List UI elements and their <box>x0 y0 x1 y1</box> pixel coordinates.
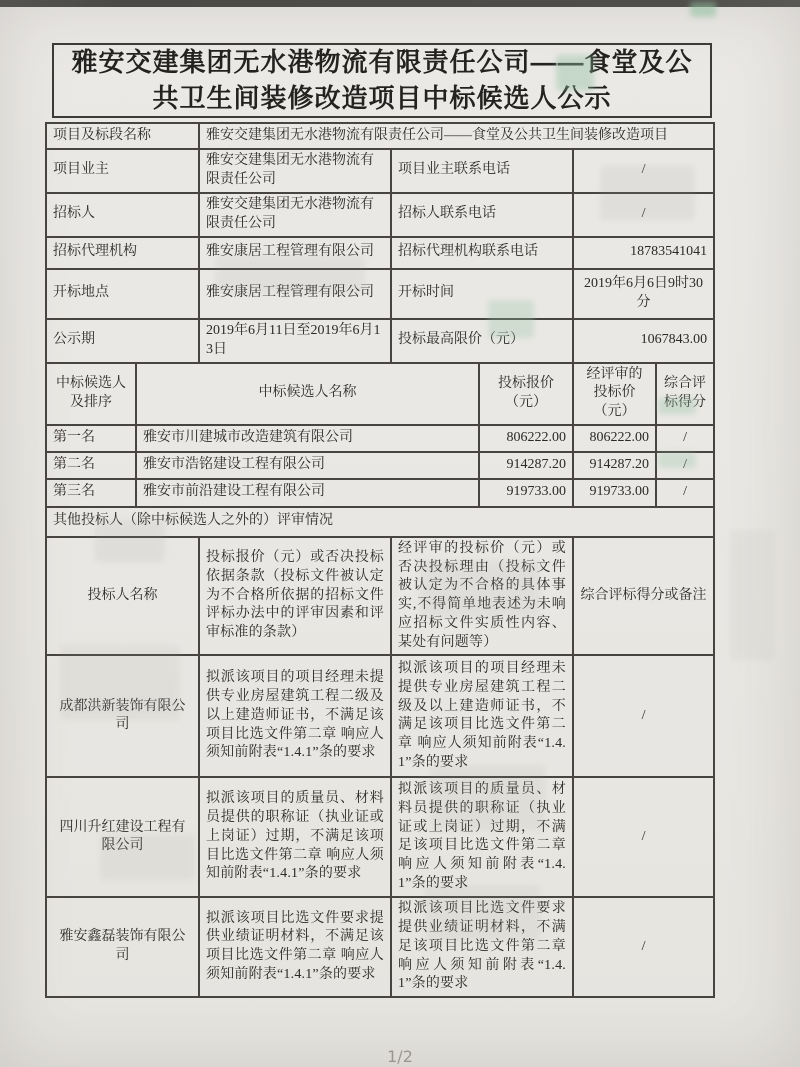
other-bidders-section-title: 其他投标人（除中标候选人之外的）评审情况 <box>46 507 714 537</box>
other-bidder-name: 雅安鑫磊装饰有限公司 <box>46 897 199 997</box>
candidate-row <box>46 452 714 479</box>
agency-phone-value: 18783541041 <box>573 237 714 269</box>
candidate-name: 雅安市川建城市改造建筑有限公司 <box>136 425 479 452</box>
tenderer-label: 招标人 <box>46 193 199 237</box>
owner-label: 项目业主 <box>46 149 199 193</box>
other-bidder-row <box>46 897 714 997</box>
tenderer-value: 雅安交建集团无水港物流有限责任公司 <box>199 193 391 237</box>
other-bidder-rejection-reason: 拟派该项目的质量员、材料员提供的职称证（执业证或上岗证）过期，不满足该项目比选文件第二章 响应人须知前附表“1.4.1”条的要求 <box>391 777 573 897</box>
page-title <box>52 43 712 118</box>
table-row <box>46 319 714 363</box>
candidate-evaluated: 806222.00 <box>573 425 656 452</box>
table-row <box>46 123 714 149</box>
other-bidder-rejection-clause: 拟派该项目的项目经理未提供专业房屋建筑工程二级及以上建造师证书，不满足该项目比选文件第二章 响应人须知前附表“1.4.1”条的要求 <box>199 655 391 777</box>
owner-value: 雅安交建集团无水港物流有限责任公司 <box>199 149 391 193</box>
candidate-row <box>46 479 714 507</box>
candidate-evaluated: 914287.20 <box>573 452 656 479</box>
others-name-header: 投标人名称 <box>46 537 199 656</box>
tenderer-phone-label: 招标人联系电话 <box>391 193 573 237</box>
others-bid-clause-header: 投标报价（元）或否决投标依据条款（投标文件被认定为不合格所依据的招标文件评标办法中的评审因素和评审标准的条款） <box>199 537 391 656</box>
table-row <box>46 149 714 193</box>
bid-announcement-table <box>45 122 715 998</box>
scan-edge-artifact <box>0 0 800 7</box>
opening-time-value: 2019年6月6日9时30分 <box>573 269 714 319</box>
candidate-score: / <box>656 479 714 507</box>
table-row <box>46 237 714 269</box>
max-price-label: 投标最高限价（元） <box>391 319 573 363</box>
other-bidder-row <box>46 777 714 897</box>
opening-place-value: 雅安康居工程管理有限公司 <box>199 269 391 319</box>
opening-place-label: 开标地点 <box>46 269 199 319</box>
other-bidder-rejection-reason: 拟派该项目比选文件要求提供业绩证明材料，不满足该项目比选文件第二章 响应人须知前附表“1.4.1”条的要求 <box>391 897 573 997</box>
owner-phone-label: 项目业主联系电话 <box>391 149 573 193</box>
candidate-score: / <box>656 425 714 452</box>
candidate-bid: 919733.00 <box>479 479 573 507</box>
other-bidder-score: / <box>573 777 714 897</box>
candidates-bid-header: 投标报价（元） <box>479 363 573 425</box>
table-row <box>46 269 714 319</box>
candidates-evaluated-header: 经评审的投标价（元） <box>573 363 656 425</box>
candidate-row <box>46 425 714 452</box>
candidate-rank: 第三名 <box>46 479 136 507</box>
table-row <box>46 537 714 656</box>
project-section-value: 雅安交建集团无水港物流有限责任公司——食堂及公共卫生间装修改造项目 <box>199 123 714 149</box>
others-evaluated-reason-header: 经评审的投标价（元）或否决投标理由（投标文件被认定为不合格的具体事实,不得简单地表述为未响应招标文件实质性内容、某处有问题等） <box>391 537 573 656</box>
candidate-bid: 914287.20 <box>479 452 573 479</box>
other-bidder-name: 四川升红建设工程有限公司 <box>46 777 199 897</box>
candidate-bid: 806222.00 <box>479 425 573 452</box>
other-bidder-rejection-reason: 拟派该项目的项目经理未提供专业房屋建筑工程二级及以上建造师证书，不满足该项目比选文件第二章 响应人须知前附表“1.4.1”条的要求 <box>391 655 573 777</box>
agency-value: 雅安康居工程管理有限公司 <box>199 237 391 269</box>
other-bidder-rejection-clause: 拟派该项目比选文件要求提供业绩证明材料，不满足该项目比选文件第二章 响应人须知前附表“1.4.1”条的要求 <box>199 897 391 997</box>
candidate-name: 雅安市浩铭建设工程有限公司 <box>136 452 479 479</box>
publicity-period-label: 公示期 <box>46 319 199 363</box>
publicity-period-value: 2019年6月11日至2019年6月13日 <box>199 319 391 363</box>
table-row <box>46 507 714 537</box>
candidate-rank: 第二名 <box>46 452 136 479</box>
other-bidder-score: / <box>573 655 714 777</box>
candidate-score: / <box>656 452 714 479</box>
agency-label: 招标代理机构 <box>46 237 199 269</box>
candidates-score-header: 综合评标得分 <box>656 363 714 425</box>
candidate-evaluated: 919733.00 <box>573 479 656 507</box>
opening-time-label: 开标时间 <box>391 269 573 319</box>
project-section-label: 项目及标段名称 <box>46 123 199 149</box>
table-row <box>46 363 714 425</box>
page-number: 1/2 <box>387 1047 413 1066</box>
others-score-header: 综合评标得分或备注 <box>573 537 714 656</box>
page-title-text: 雅安交建集团无水港物流有限责任公司——食堂及公共卫生间装修改造项目中标候选人公示 <box>71 47 693 113</box>
owner-phone-value: / <box>573 149 714 193</box>
candidates-name-header: 中标候选人名称 <box>136 363 479 425</box>
other-bidder-row <box>46 655 714 777</box>
tenderer-phone-value: / <box>573 193 714 237</box>
candidates-rank-header: 中标候选人及排序 <box>46 363 136 425</box>
max-price-value: 1067843.00 <box>573 319 714 363</box>
table-row <box>46 193 714 237</box>
other-bidder-rejection-clause: 拟派该项目的质量员、材料员提供的职称证（执业证或上岗证）过期，不满足该项目比选文件第二章 响应人须知前附表“1.4.1”条的要求 <box>199 777 391 897</box>
candidate-name: 雅安市前沿建设工程有限公司 <box>136 479 479 507</box>
bleed-through-artifact <box>730 530 775 660</box>
other-bidder-name: 成都洪新装饰有限公司 <box>46 655 199 777</box>
other-bidder-score: / <box>573 897 714 997</box>
candidate-rank: 第一名 <box>46 425 136 452</box>
agency-phone-label: 招标代理机构联系电话 <box>391 237 573 269</box>
